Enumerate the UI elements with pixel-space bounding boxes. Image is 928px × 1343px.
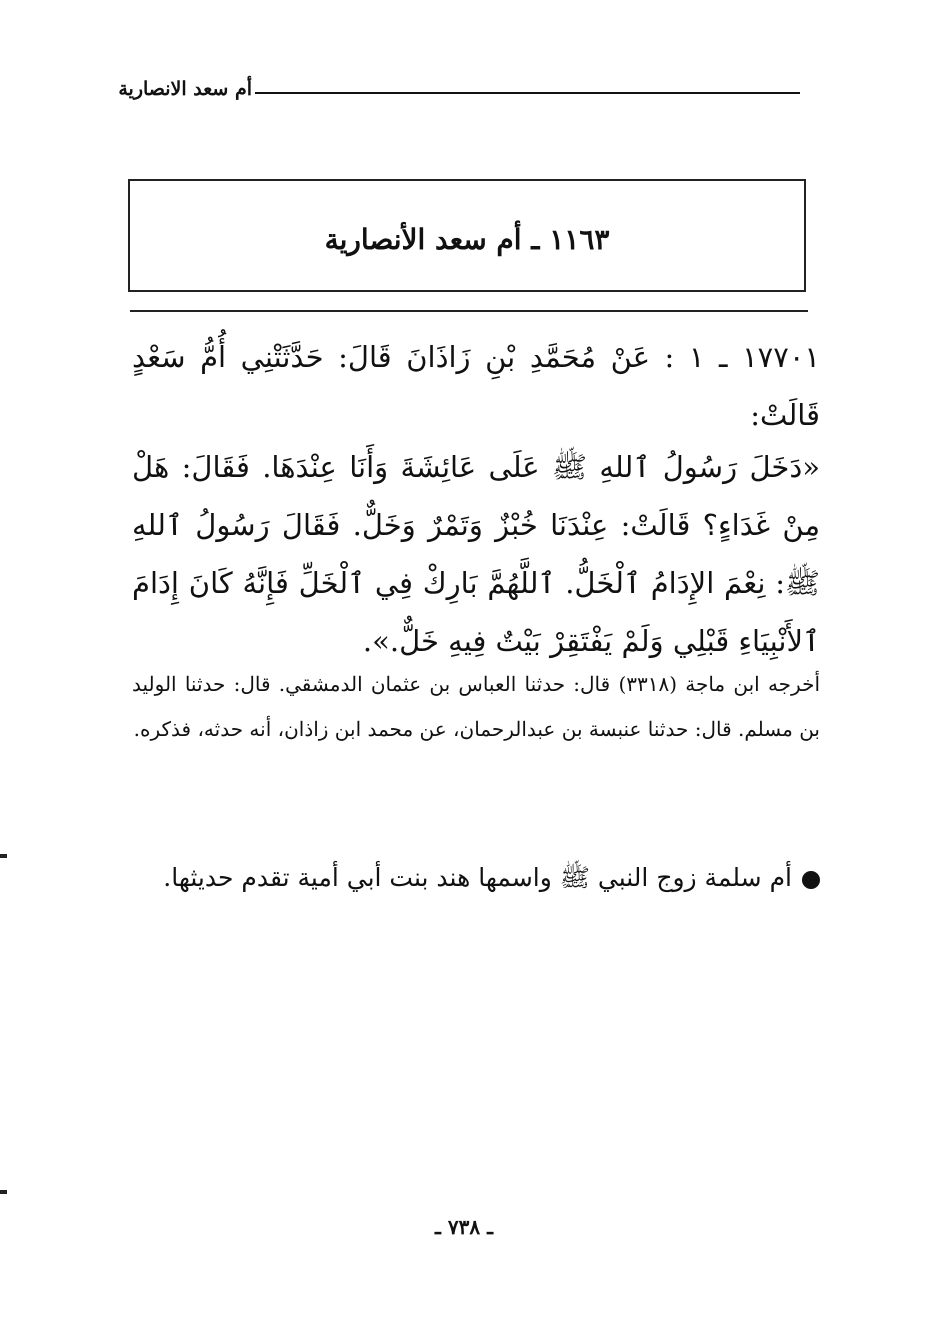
margin-mark (0, 854, 7, 858)
chapter-heading-box (128, 179, 806, 292)
header-rule (255, 92, 800, 94)
takhrij-paragraph: أخرجه ابن ماجة (٣٣١٨) قال: حدثنا العباس بن عثمان الدمشقي. قال: حدثنا الوليد بن مسلم. قال: حدثنا عنبسة بن عبدالرحمان، عن محمد ابن زاذان، أنه حدثه، فذكره. (132, 672, 820, 741)
hadith-isnad: ١٧٧٠١ ـ ١ : عَنْ مُحَمَّدِ بْنِ زَاذَانَ قَالَ: حَدَّثَتْنِي أُمُّ سَعْدٍ قَالَتْ: (132, 340, 820, 432)
running-header (118, 70, 800, 110)
running-header-title: أم سعد الانصارية (118, 78, 252, 100)
heading-underline (130, 310, 808, 312)
note-text: أم سلمة زوج النبي ﷺ واسمها هند بنت أبي أمية تقدم حديثها. (163, 863, 792, 892)
cross-reference-note (132, 850, 820, 906)
page-number: ـ ٧٣٨ ـ (435, 1215, 493, 1239)
chapter-heading: ١١٦٣ ـ أم سعد الأنصارية (324, 223, 610, 256)
bullet-icon (802, 871, 820, 889)
margin-mark (0, 1190, 7, 1194)
hadith-matn: «دَخَلَ رَسُولُ ٱللهِ ﷺ عَلَى عَائِشَةَ وَأَنَا عِنْدَهَا. فَقَالَ: هَلْ مِنْ غَدَاءٍ؟ قَالَتْ: عِنْدَنَا خُبْزٌ وَتَمْرٌ وَخَلٌّ. فَقَالَ رَسُولُ ٱللهِ ﷺ: نِعْمَ الإِدَامُ ٱلْخَلُّ. ٱللَّهُمَّ بَارِكْ فِي ٱلْخَلِّ فَإِنَّهُ كَانَ إِدَامَ ٱلأَنْبِيَاءِ قَبْلِي وَلَمْ يَفْتَقِرْ بَيْتٌ فِيهِ خَلٌّ.». (132, 450, 820, 658)
